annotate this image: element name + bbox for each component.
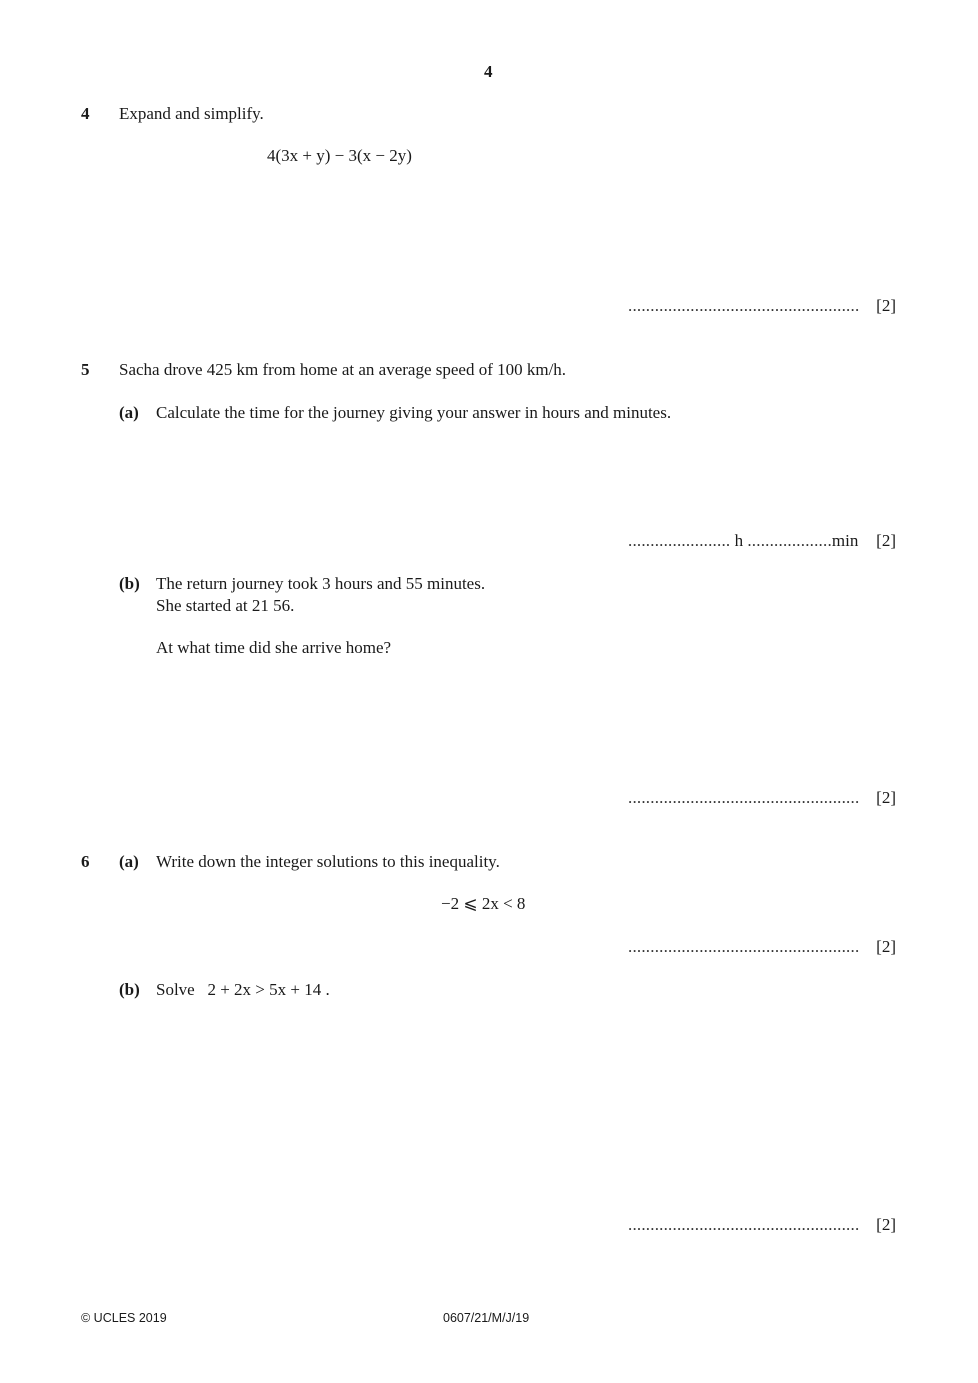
part-text-line-2: She started at 21 56.: [156, 596, 295, 615]
question-number: 6: [81, 852, 90, 871]
unit-hours: h: [734, 531, 744, 550]
expression: 4(3x + y) − 3(x − 2y): [267, 146, 412, 165]
part-label: (b): [119, 980, 140, 999]
page-number: 4: [484, 62, 493, 81]
marks: [2]: [876, 788, 896, 807]
part-label: (b): [119, 574, 140, 593]
answer-line[interactable]: ....................................................: [628, 296, 860, 315]
footer-code: 0607/21/M/J/19: [443, 1311, 530, 1325]
answer-line[interactable]: ....................................................: [628, 1215, 860, 1234]
answer-hours-minutes: [628, 532, 858, 549]
marks: [2]: [876, 531, 896, 550]
marks: [2]: [876, 937, 896, 956]
footer-copyright: © UCLES 2019: [81, 1311, 167, 1325]
inequality: −2 ⩽ 2x < 8: [441, 894, 526, 913]
marks: [2]: [876, 1215, 896, 1234]
question-text: Sacha drove 425 km from home at an average speed of 100 km/h.: [119, 360, 567, 379]
part-label: (a): [119, 403, 139, 422]
part-label: (a): [119, 852, 139, 871]
unit-minutes: min: [831, 531, 859, 550]
answer-line[interactable]: ....................................................: [628, 788, 860, 807]
part-text-line-1: The return journey took 3 hours and 55 minutes.: [156, 574, 486, 593]
part-text: Write down the integer solutions to this inequality.: [156, 852, 500, 871]
question-text: Expand and simplify.: [119, 104, 264, 123]
part-text: Solve 2 + 2x > 5x + 14 .: [156, 980, 330, 999]
answer-line[interactable]: ....................................................: [628, 937, 860, 956]
marks: [2]: [876, 296, 896, 315]
answer-line-hours[interactable]: .......................: [628, 531, 731, 550]
answer-line-minutes[interactable]: ...................: [747, 531, 832, 550]
question-number: 5: [81, 360, 90, 379]
part-text: Calculate the time for the journey giving your answer in hours and minutes.: [156, 403, 672, 422]
question-number: 4: [81, 104, 90, 123]
part-question: At what time did she arrive home?: [156, 638, 392, 657]
